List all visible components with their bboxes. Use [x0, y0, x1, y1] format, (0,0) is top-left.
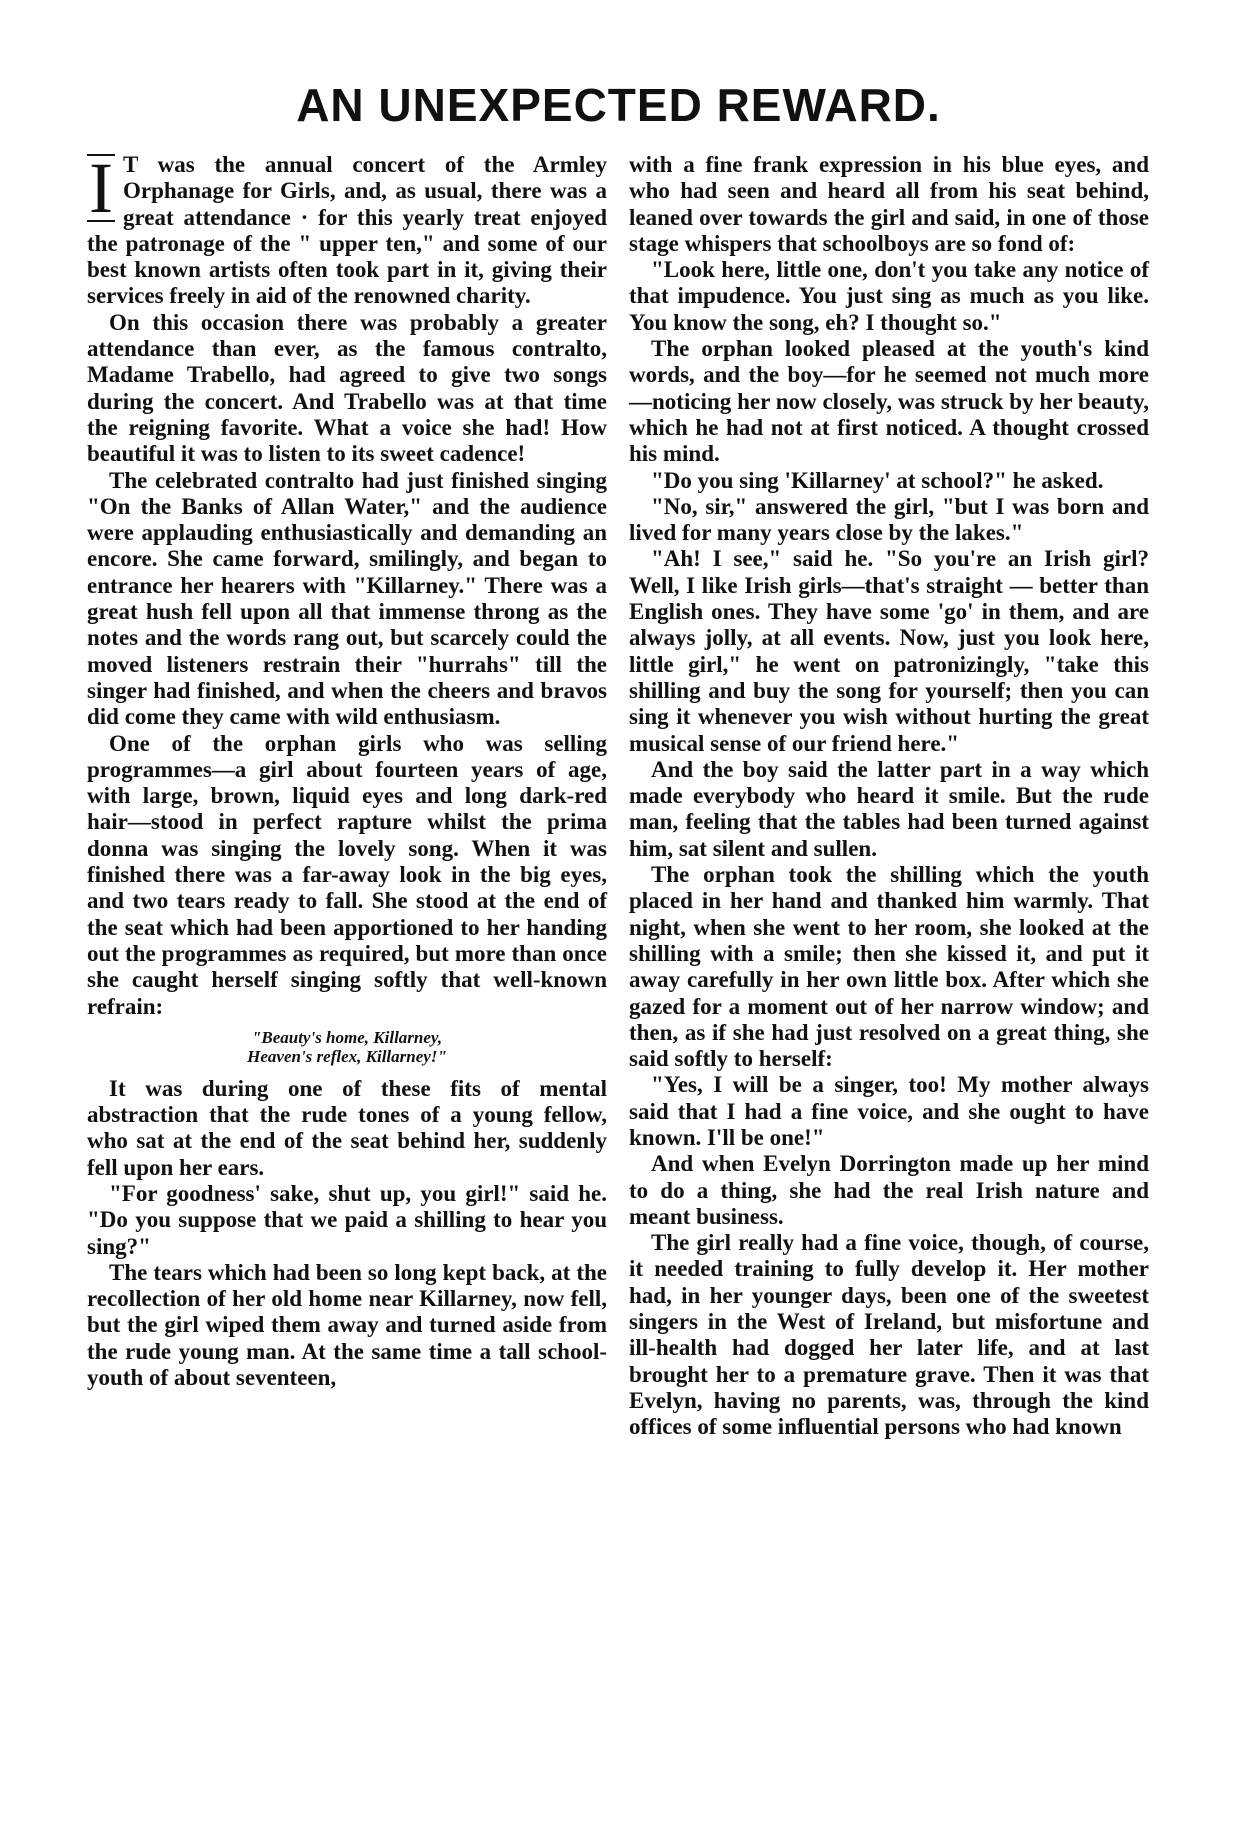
paragraph: The girl really had a fine voice, though, of course, it needed training to fully develop it. Her mother had, in her younger days, been one of the sweetest singers in the West of Ireland, but misfortune and ill-health had dogged her later life, and at last brought her to a premature grave. Then it was that Evelyn, having no parents, was, through the kind offices of some influential persons who had known: [629, 1230, 1149, 1440]
paragraph: And the boy said the latter part in a way which made everybody who heard it smile. But the rude man, feeling that the tables had been turned against him, sat silent and sullen.: [629, 756, 1149, 861]
paragraph: "Do you sing 'Killarney' at school?" he asked.: [651, 467, 1104, 493]
paragraph: [87, 148, 607, 310]
paragraph: "Yes, I will be a singer, too! My mother always said that I had a fine voice, and she ought to have known. I'll be one!": [629, 1072, 1149, 1150]
right-column: [629, 152, 1149, 1441]
paragraph: The orphan took the shilling which the youth placed in her hand and thanked him warmly. That night, when she went to her room, she looked at the shilling with a smile; then she kissed it, and put it away carefully in her own little box. After which she gazed for a moment out of her narrow window; and then, as if she had just resolved on a great thing, she said softly to herself:: [629, 862, 1149, 1072]
page-title: AN UNEXPECTED REWARD.: [296, 79, 941, 131]
drop-cap: I: [89, 148, 113, 228]
left-column: [87, 148, 607, 1391]
paragraph: One of the orphan girls who was selling programmes—a girl about fourteen years of age, with large, brown, liquid eyes and long dark-red hair—stood in perfect rapture whilst the prima donna was singing the lovely song. When it was finished there was a far-away look in the big eyes, and two tears ready to fall. She stood at the end of the seat which had been apportioned to her handing out the programmes as required, but more than once she caught herself singing softly that well-known refrain:: [87, 730, 607, 1019]
paragraph: with a fine frank expression in his blue eyes, and who had seen and heard all from his seat behind, leaned over towards the girl and said, in one of those stage whispers that schoolboys are so fond of:: [629, 152, 1149, 256]
verse-line: Heaven's reflex, Killarney!": [247, 1046, 447, 1066]
paragraph: The celebrated contralto had just finished singing "On the Banks of Allan Water," and the audience were applauding enthusiastically and demanding an encore. She came forward, smilingly, and began to entrance her hearers with "Killarney." There was a great hush fell upon all that immense throng as the notes and the words rang out, but scarcely could the moved listeners restrain their "hurrahs" till the singer had finished, and when the cheers and bravos did come they came with wild enthusiasm.: [87, 467, 607, 730]
paragraph: "Ah! I see," said he. "So you're an Irish girl? Well, I like Irish girls—that's straight — better than English ones. They have some 'go' in them, and are always jolly, at all events. Now, just you look here, little girl," he went on patronizingly, "take this shilling and buy the song for yourself; then you can sing it whenever you wish without hurting the great musical sense of our friend here.": [629, 546, 1149, 756]
paragraph: The tears which had been so long kept back, at the recollection of her old home near Killarney, now fell, but the girl wiped them away and turned aside from the rude young man. At the same time a tall school-youth of about seventeen,: [87, 1259, 607, 1391]
paragraph: "For goodness' sake, shut up, you girl!" said he. "Do you suppose that we paid a shilling to hear you sing?": [87, 1180, 607, 1259]
verse-quote: [87, 1028, 607, 1066]
verse-line: "Beauty's home, Killarney,: [251, 1027, 443, 1047]
paragraph: It was during one of these fits of mental abstraction that the rude tones of a young fellow, who sat at the end of the seat behind her, suddenly fell upon her ears.: [87, 1075, 607, 1180]
paragraph: "No, sir," answered the girl, "but I was born and lived for many years close by the lakes.": [629, 493, 1149, 546]
paragraph: The orphan looked pleased at the youth's kind words, and the boy—for he seemed not much more—noticing her now closely, was struck by her beauty, which he had not at first noticed. A thought crossed his mind.: [629, 336, 1149, 467]
paragraph: And when Evelyn Dorrington made up her mind to do a thing, she had the real Irish nature and meant business.: [629, 1151, 1149, 1229]
paragraph-text: T was the annual concert of the Armley Orphanage for Girls, and, as usual, there was a great attendance · for this yearly treat enjoyed the patronage of the " upper ten," and some of our best known artists often took part in it, giving their services freely in aid of the renowned charity.: [87, 152, 607, 309]
paragraph: On this occasion there was probably a greater attendance than ever, as the famous contralto, Madame Trabello, had agreed to give two songs during the concert. And Trabello was at that time the reigning favorite. What a voice she had! How beautiful it was to listen to its sweet cadence!: [87, 309, 607, 467]
paragraph: "Look here, little one, don't you take any notice of that impudence. You just sing as much as you like. You know the song, eh? I thought so.": [629, 257, 1149, 335]
